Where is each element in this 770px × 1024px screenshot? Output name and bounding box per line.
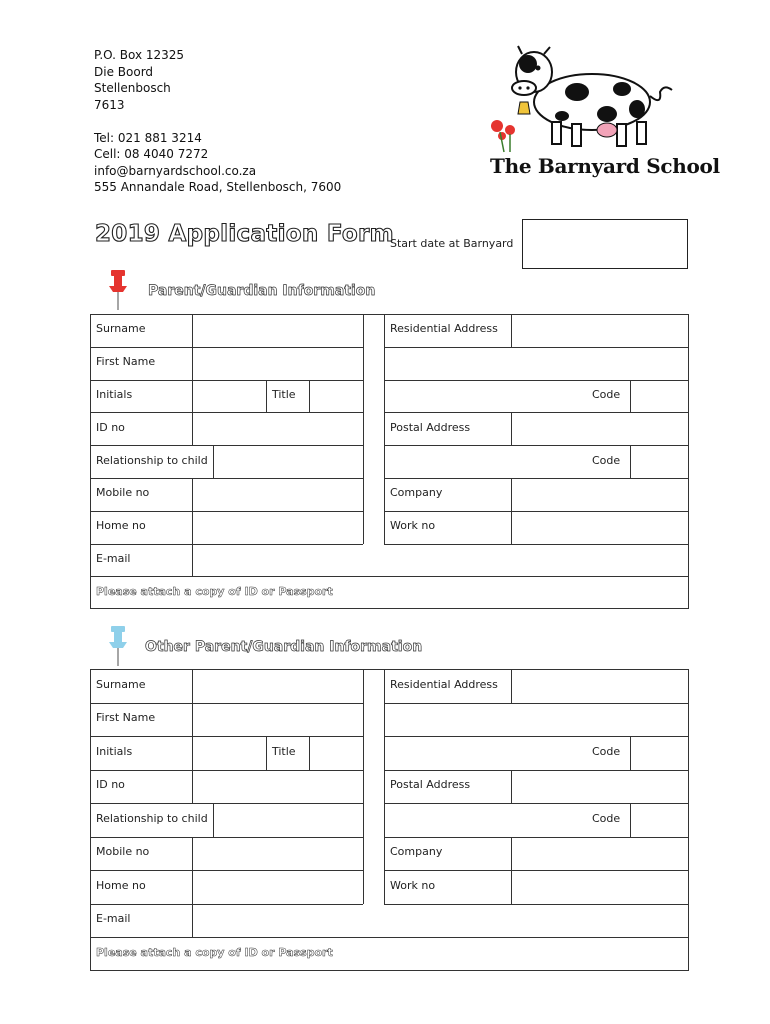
id-no-field[interactable] <box>194 772 361 802</box>
row-divider <box>90 478 363 479</box>
residential-address-field[interactable] <box>513 671 687 701</box>
column-divider <box>192 770 193 804</box>
blue-pushpin-icon <box>107 626 129 666</box>
column-divider <box>511 669 512 703</box>
school-name: The Barnyard School <box>490 154 720 178</box>
column-divider <box>192 736 193 770</box>
postal-address-line2-field[interactable] <box>386 447 588 476</box>
email-field[interactable] <box>194 906 687 936</box>
row-divider <box>90 445 363 446</box>
id-no-label: ID no <box>96 778 125 792</box>
column-divider <box>511 837 512 904</box>
code-label: Code <box>592 453 621 467</box>
row-divider <box>384 736 689 737</box>
postal-address-label: Postal Address <box>390 420 471 434</box>
attach-id-note: Please attach a copy of ID or Passport <box>96 584 333 598</box>
row-divider <box>384 837 689 838</box>
row-divider <box>384 803 689 804</box>
surname-label: Surname <box>96 322 146 336</box>
email-field[interactable] <box>194 546 687 575</box>
residential-address-line3-field[interactable] <box>386 382 588 411</box>
column-divider <box>630 736 631 770</box>
area: Die Boord <box>94 64 154 79</box>
column-divider <box>213 445 214 478</box>
company-field[interactable] <box>513 480 687 509</box>
row-divider <box>90 511 363 512</box>
row-divider <box>384 412 689 413</box>
relationship-field[interactable] <box>215 805 361 835</box>
street-address: 555 Annandale Road, Stellenbosch, 7600 <box>94 180 342 194</box>
form-title: 2019 Application Form <box>95 221 394 247</box>
id-no-field[interactable] <box>194 414 361 443</box>
postcode: 7613 <box>94 97 125 112</box>
column-divider <box>384 669 385 904</box>
row-divider <box>90 904 363 905</box>
row-divider <box>90 380 363 381</box>
parent-info-table <box>90 314 689 609</box>
row-divider <box>384 478 689 479</box>
first-name-field[interactable] <box>194 705 361 735</box>
postal-code-field[interactable] <box>632 447 687 476</box>
title-field[interactable] <box>311 738 361 768</box>
mobile-label: Mobile no <box>96 486 150 500</box>
residential-code-field[interactable] <box>632 738 687 768</box>
column-divider <box>630 445 631 478</box>
section-title-other-parent: Other Parent/Guardian Information <box>145 639 423 655</box>
code-label: Code <box>592 811 621 825</box>
postal-address-field[interactable] <box>513 772 687 802</box>
row-divider <box>90 347 363 348</box>
column-divider <box>309 380 310 413</box>
column-divider <box>363 314 364 544</box>
telephone: Tel: 021 881 3214 <box>94 130 202 145</box>
row-divider <box>90 937 689 938</box>
code-label: Code <box>592 744 621 758</box>
cellphone: Cell: 08 4040 7272 <box>94 147 209 161</box>
section-title-parent: Parent/Guardian Information <box>148 283 376 299</box>
town: Stellenbosch <box>94 81 171 95</box>
postal-address-line2-field[interactable] <box>386 805 588 835</box>
home-no-label: Home no <box>96 878 146 892</box>
row-divider <box>90 837 363 838</box>
row-divider <box>384 511 689 512</box>
surname-label: Surname <box>96 677 146 691</box>
title-field[interactable] <box>311 382 361 411</box>
email-label: E-mail <box>96 912 131 926</box>
column-divider <box>630 380 631 413</box>
mobile-field[interactable] <box>194 839 361 869</box>
title-label: Title <box>272 388 296 401</box>
row-divider <box>384 347 689 348</box>
row-divider <box>90 803 363 804</box>
column-divider <box>630 803 631 837</box>
id-no-label: ID no <box>96 420 125 434</box>
school-logo <box>482 44 720 184</box>
residential-code-field[interactable] <box>632 382 687 411</box>
relationship-label: Relationship to child <box>96 453 208 467</box>
postal-code-field[interactable] <box>632 805 687 835</box>
cow-logo-icon <box>482 44 682 154</box>
mobile-field[interactable] <box>194 480 361 509</box>
mobile-label: Mobile no <box>96 845 150 859</box>
contact-details <box>94 47 341 196</box>
start-date-input[interactable] <box>522 219 688 269</box>
surname-field[interactable] <box>194 671 361 701</box>
column-divider <box>511 478 512 544</box>
row-divider <box>90 703 363 704</box>
row-divider <box>384 445 689 446</box>
home-no-field[interactable] <box>194 872 361 902</box>
home-no-label: Home no <box>96 519 146 533</box>
column-divider <box>192 544 193 577</box>
row-divider <box>384 380 689 381</box>
residential-address-line2-field[interactable] <box>386 705 687 735</box>
relationship-label: Relationship to child <box>96 811 208 825</box>
row-divider <box>90 576 689 577</box>
code-label: Code <box>592 388 621 401</box>
column-divider <box>363 669 364 904</box>
initials-field[interactable] <box>194 738 264 768</box>
row-divider <box>90 770 363 771</box>
company-field[interactable] <box>513 839 687 869</box>
residential-address-line3-field[interactable] <box>386 738 588 768</box>
column-divider <box>192 380 193 413</box>
first-name-label: First Name <box>96 355 156 369</box>
column-divider <box>192 837 193 904</box>
other-parent-info-table <box>90 669 689 971</box>
column-divider <box>511 770 512 804</box>
column-divider <box>309 736 310 770</box>
work-no-label: Work no <box>390 878 436 892</box>
attach-id-note: Please attach a copy of ID or Passport <box>96 945 333 959</box>
first-name-label: First Name <box>96 711 156 725</box>
red-pushpin-icon <box>107 270 129 310</box>
title-label: Title <box>272 744 296 758</box>
home-no-field[interactable] <box>194 513 361 542</box>
row-divider <box>384 770 689 771</box>
row-divider <box>90 736 363 737</box>
column-divider <box>213 803 214 837</box>
company-label: Company <box>390 486 443 500</box>
email-label: E-mail <box>96 552 131 565</box>
row-divider <box>384 703 689 704</box>
first-name-field[interactable] <box>194 349 361 378</box>
column-divider <box>192 314 193 380</box>
column-divider <box>192 412 193 445</box>
column-divider <box>266 736 267 770</box>
relationship-field[interactable] <box>215 447 361 476</box>
column-divider <box>192 904 193 938</box>
column-divider <box>384 314 385 544</box>
column-divider <box>266 380 267 413</box>
row-divider <box>90 870 363 871</box>
initials-label: Initials <box>96 744 133 758</box>
row-divider <box>384 904 689 905</box>
column-divider <box>192 669 193 736</box>
row-divider <box>90 412 363 413</box>
company-label: Company <box>390 845 443 859</box>
column-divider <box>192 478 193 544</box>
initials-label: Initials <box>96 388 133 401</box>
residential-address-field[interactable] <box>513 316 687 345</box>
row-divider <box>384 544 689 545</box>
residential-address-label: Residential Address <box>390 677 498 691</box>
work-no-field[interactable] <box>513 872 687 902</box>
work-no-field[interactable] <box>513 513 687 542</box>
postal-address-field[interactable] <box>513 414 687 443</box>
row-divider <box>384 870 689 871</box>
column-divider <box>511 314 512 347</box>
row-divider <box>90 544 363 545</box>
residential-address-line2-field[interactable] <box>386 349 687 378</box>
start-date-label: Start date at Barnyard <box>390 237 514 250</box>
initials-field[interactable] <box>194 382 264 411</box>
work-no-label: Work no <box>390 519 436 533</box>
column-divider <box>511 412 512 445</box>
residential-address-label: Residential Address <box>390 322 498 336</box>
po-box: P.O. Box 12325 <box>94 48 185 62</box>
surname-field[interactable] <box>194 316 361 345</box>
postal-address-label: Postal Address <box>390 778 471 792</box>
email-address: info@barnyardschool.co.za <box>94 163 257 178</box>
